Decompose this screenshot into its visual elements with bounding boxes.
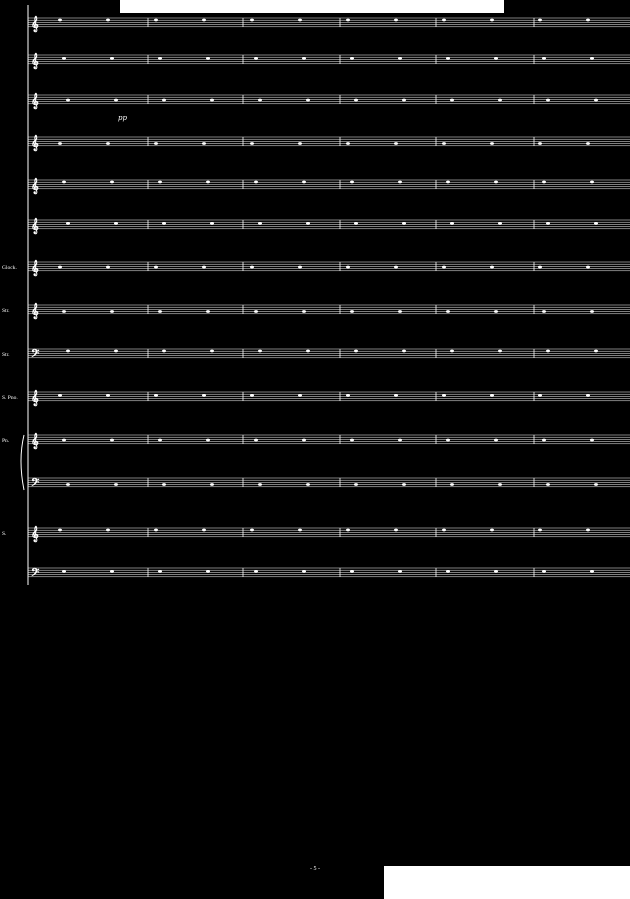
note <box>586 142 590 145</box>
note <box>306 483 310 486</box>
note <box>490 394 494 397</box>
clef-icon: 𝄞 <box>31 54 39 69</box>
note <box>494 439 498 442</box>
clef-icon: 𝄞 <box>31 94 39 109</box>
note <box>258 222 262 225</box>
note <box>66 222 70 225</box>
note <box>254 57 258 60</box>
instrument-label: Str. <box>2 308 10 314</box>
note <box>594 222 598 225</box>
note <box>106 529 110 532</box>
note <box>106 266 110 269</box>
note <box>114 99 118 102</box>
note <box>446 310 450 313</box>
note <box>258 483 262 486</box>
note <box>398 439 402 442</box>
clef-icon: 𝄞 <box>31 434 39 449</box>
note <box>346 394 350 397</box>
note <box>206 310 210 313</box>
clef-icon: 𝄞 <box>31 219 39 234</box>
note <box>106 394 110 397</box>
note <box>450 222 454 225</box>
note <box>594 350 598 353</box>
note <box>546 350 550 353</box>
note <box>394 529 398 532</box>
note <box>154 529 158 532</box>
clef-icon: 𝄞 <box>31 527 39 542</box>
staff-12 <box>28 477 630 492</box>
note <box>206 181 210 184</box>
note <box>350 310 354 313</box>
note <box>202 394 206 397</box>
note <box>250 142 254 145</box>
note <box>302 439 306 442</box>
clef-icon: 𝄢 <box>31 477 40 492</box>
clef-icon: 𝄞 <box>31 261 39 276</box>
note <box>250 19 254 22</box>
note <box>158 310 162 313</box>
note <box>250 529 254 532</box>
note <box>62 181 66 184</box>
note <box>58 266 62 269</box>
clef-icon: 𝄞 <box>31 136 39 151</box>
note <box>162 222 166 225</box>
instrument-label: S. Pno. <box>2 395 18 401</box>
note <box>206 570 210 573</box>
note <box>538 142 542 145</box>
note <box>394 266 398 269</box>
clef-icon: 𝄞 <box>31 391 39 406</box>
note <box>158 439 162 442</box>
staff-5 <box>28 179 630 194</box>
note <box>542 310 546 313</box>
note <box>250 394 254 397</box>
note <box>586 19 590 22</box>
note <box>254 181 258 184</box>
note <box>498 483 502 486</box>
note <box>498 99 502 102</box>
note <box>538 529 542 532</box>
dynamic-marking: pp <box>118 114 127 122</box>
note <box>394 142 398 145</box>
note <box>354 222 358 225</box>
note <box>202 529 206 532</box>
note <box>202 19 206 22</box>
note <box>450 99 454 102</box>
note <box>450 483 454 486</box>
note <box>210 483 214 486</box>
note <box>306 99 310 102</box>
staff-6 <box>28 219 630 234</box>
staff-7 <box>28 261 630 276</box>
note <box>302 310 306 313</box>
note <box>446 439 450 442</box>
note <box>66 350 70 353</box>
note <box>210 350 214 353</box>
note <box>346 529 350 532</box>
clef-icon: 𝄞 <box>31 304 39 319</box>
instrument-label: S. <box>2 531 7 537</box>
note <box>350 57 354 60</box>
note <box>442 266 446 269</box>
note <box>162 483 166 486</box>
clef-icon: 𝄞 <box>31 17 39 32</box>
instrument-label: Str. <box>2 352 10 358</box>
note <box>162 350 166 353</box>
staff-9 <box>28 348 630 363</box>
staff-4 <box>28 136 630 151</box>
staff-2 <box>28 54 630 69</box>
note <box>354 350 358 353</box>
note <box>154 266 158 269</box>
note <box>450 350 454 353</box>
note <box>398 57 402 60</box>
note <box>158 570 162 573</box>
note <box>254 310 258 313</box>
note <box>306 222 310 225</box>
clef-icon: 𝄞 <box>31 179 39 194</box>
note <box>494 570 498 573</box>
note <box>538 19 542 22</box>
note <box>298 394 302 397</box>
note <box>302 57 306 60</box>
note <box>210 222 214 225</box>
note <box>66 99 70 102</box>
note <box>590 310 594 313</box>
note <box>114 483 118 486</box>
instrument-label: Glock. <box>2 265 17 271</box>
note <box>542 57 546 60</box>
note <box>446 570 450 573</box>
note <box>346 19 350 22</box>
note <box>586 529 590 532</box>
piano-brace <box>21 435 24 490</box>
note <box>62 439 66 442</box>
note <box>594 483 598 486</box>
note <box>110 310 114 313</box>
note <box>402 99 406 102</box>
note <box>490 19 494 22</box>
note <box>158 181 162 184</box>
note <box>498 222 502 225</box>
note <box>302 181 306 184</box>
note <box>442 19 446 22</box>
note <box>298 142 302 145</box>
note <box>58 529 62 532</box>
note <box>402 222 406 225</box>
note <box>58 142 62 145</box>
note <box>346 266 350 269</box>
note <box>546 99 550 102</box>
note <box>62 310 66 313</box>
note <box>594 99 598 102</box>
note <box>154 142 158 145</box>
note <box>490 266 494 269</box>
note <box>254 439 258 442</box>
note <box>110 570 114 573</box>
note <box>350 570 354 573</box>
note <box>62 570 66 573</box>
note <box>398 310 402 313</box>
staff-10 <box>28 391 630 406</box>
page-number: - 5 - <box>310 866 320 872</box>
note <box>210 99 214 102</box>
note <box>350 181 354 184</box>
note <box>154 394 158 397</box>
note <box>298 529 302 532</box>
note <box>398 570 402 573</box>
staff-11 <box>28 434 630 449</box>
note <box>206 439 210 442</box>
note <box>402 350 406 353</box>
note <box>586 394 590 397</box>
note <box>106 19 110 22</box>
note <box>258 99 262 102</box>
note <box>106 142 110 145</box>
note <box>494 57 498 60</box>
note <box>114 222 118 225</box>
note <box>446 181 450 184</box>
staff-8 <box>28 304 630 319</box>
note <box>394 394 398 397</box>
note <box>158 57 162 60</box>
note <box>302 570 306 573</box>
note <box>498 350 502 353</box>
note <box>58 19 62 22</box>
note <box>490 529 494 532</box>
note <box>202 266 206 269</box>
note <box>110 57 114 60</box>
staff-14 <box>28 567 630 582</box>
staff-1 <box>28 17 630 32</box>
note <box>350 439 354 442</box>
note <box>298 19 302 22</box>
note <box>298 266 302 269</box>
bottom-mask <box>384 866 630 899</box>
note <box>494 181 498 184</box>
note <box>402 483 406 486</box>
note <box>494 310 498 313</box>
note <box>590 57 594 60</box>
note <box>546 222 550 225</box>
note <box>538 394 542 397</box>
note <box>538 266 542 269</box>
note <box>446 57 450 60</box>
note <box>114 350 118 353</box>
note <box>546 483 550 486</box>
note <box>542 570 546 573</box>
clef-icon: 𝄢 <box>31 348 40 363</box>
note <box>66 483 70 486</box>
note <box>354 483 358 486</box>
instrument-label: Pn. <box>2 438 10 444</box>
note <box>590 570 594 573</box>
note <box>162 99 166 102</box>
note <box>58 394 62 397</box>
note <box>206 57 210 60</box>
note <box>590 439 594 442</box>
note <box>542 181 546 184</box>
note <box>586 266 590 269</box>
note <box>398 181 402 184</box>
staff-13 <box>28 527 630 542</box>
note <box>542 439 546 442</box>
note <box>442 394 446 397</box>
note <box>250 266 254 269</box>
note <box>442 142 446 145</box>
note <box>442 529 446 532</box>
note <box>254 570 258 573</box>
note <box>394 19 398 22</box>
clef-icon: 𝄢 <box>31 567 40 582</box>
note <box>354 99 358 102</box>
note <box>62 57 66 60</box>
note <box>110 181 114 184</box>
note <box>154 19 158 22</box>
note <box>202 142 206 145</box>
note <box>346 142 350 145</box>
note <box>110 439 114 442</box>
staff-3 <box>28 94 630 109</box>
note <box>306 350 310 353</box>
note <box>490 142 494 145</box>
note <box>590 181 594 184</box>
note <box>258 350 262 353</box>
